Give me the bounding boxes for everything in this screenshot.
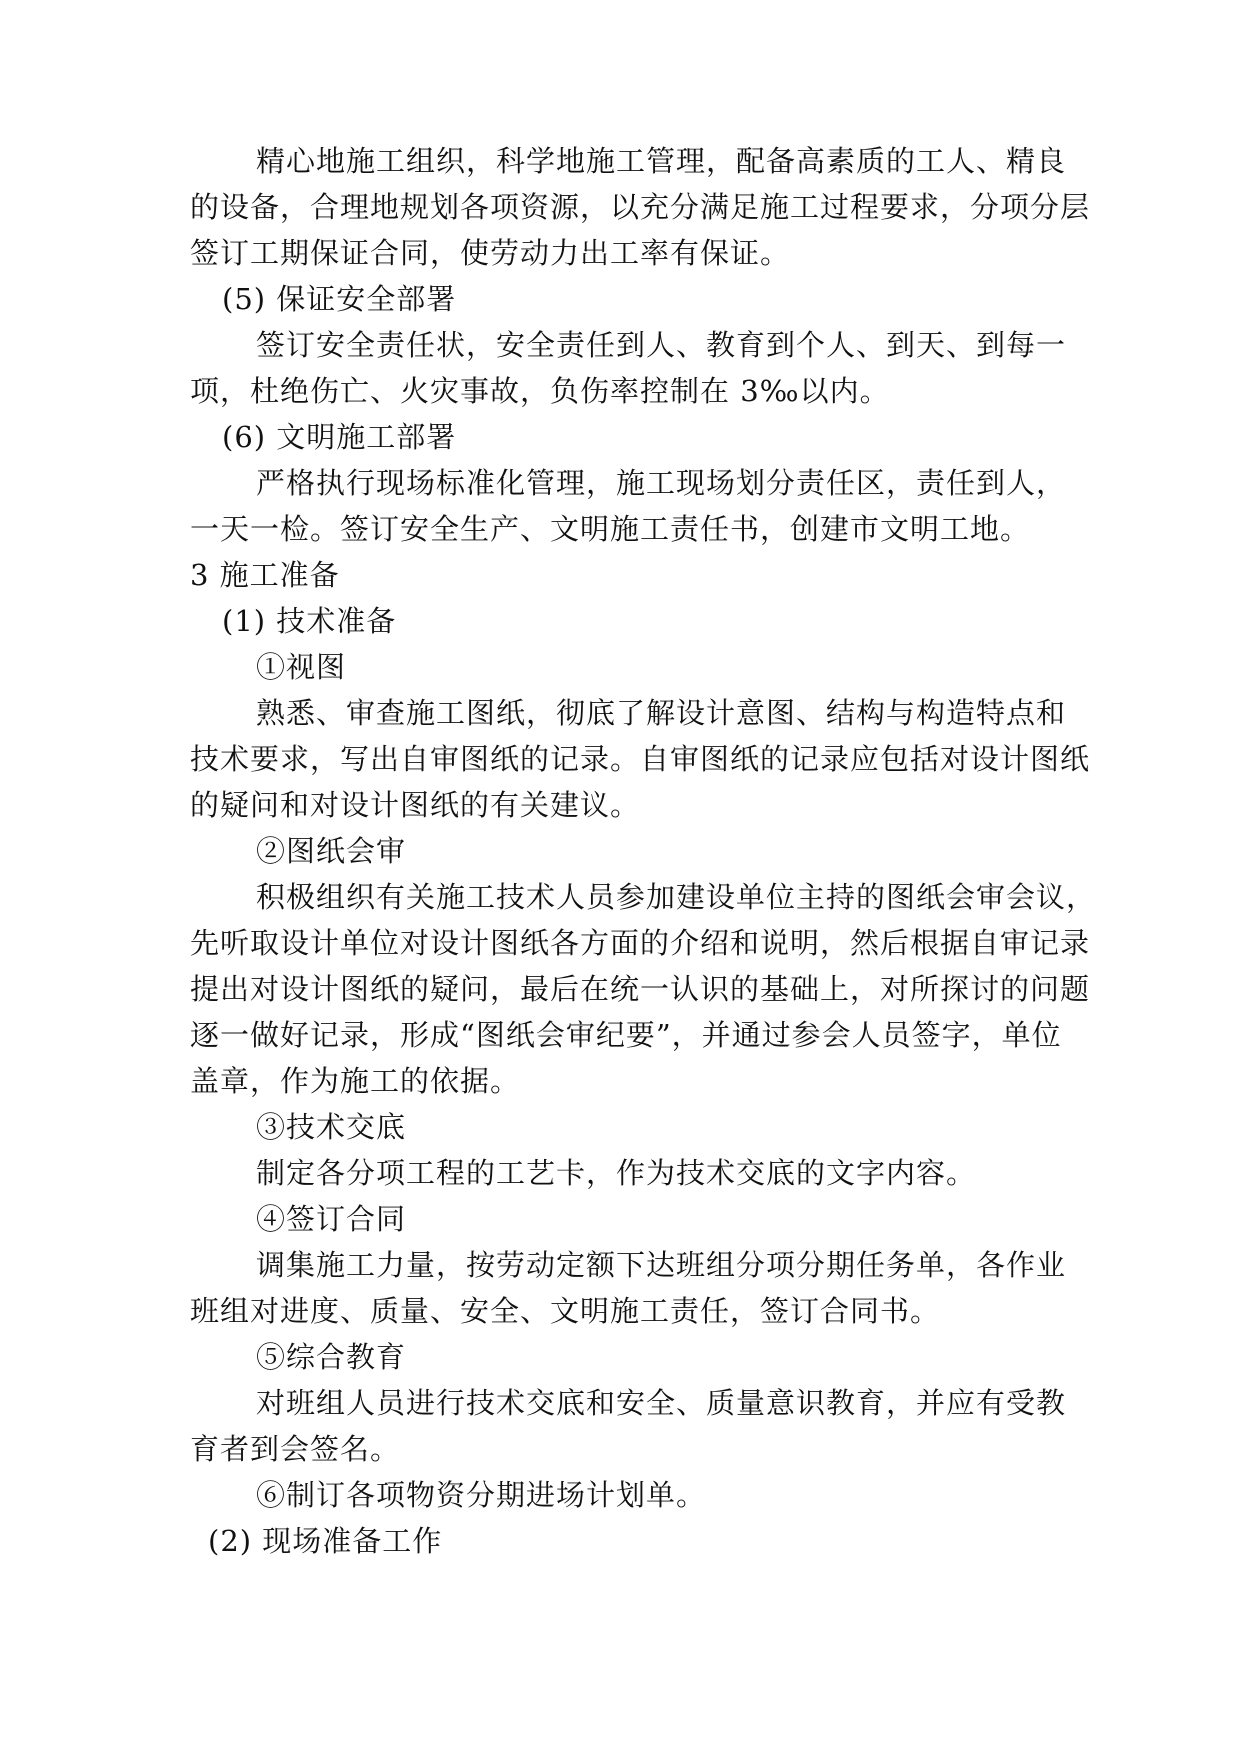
section-heading: (1) 技术准备 <box>222 604 397 638</box>
subsection-heading: ⑥制订各项物资分期进场计划单。 <box>256 1478 707 1512</box>
subsection-heading: ⑤综合教育 <box>256 1340 407 1374</box>
paragraph-line: 严格执行现场标准化管理，施工现场划分责任区，责任到人， <box>256 466 1067 500</box>
paragraph-line: 先听取设计单位对设计图纸各方面的介绍和说明，然后根据自审记录 <box>190 926 1091 960</box>
paragraph-line: 签订工期保证合同，使劳动力出工率有保证。 <box>190 236 791 270</box>
paragraph-line: 签订安全责任状，安全责任到人、教育到个人、到天、到每一 <box>256 328 1067 362</box>
subsection-heading: ③技术交底 <box>256 1110 407 1144</box>
paragraph-line: 熟悉、审查施工图纸，彻底了解设计意图、结构与构造特点和 <box>256 696 1067 730</box>
paragraph-line: 的设备，合理地规划各项资源，以充分满足施工过程要求，分项分层 <box>190 190 1091 224</box>
paragraph-line: 项，杜绝伤亡、火灾事故，负伤率控制在 3‰以内。 <box>190 374 890 408</box>
paragraph-line: 一天一检。签订安全生产、文明施工责任书，创建市文明工地。 <box>190 512 1031 546</box>
paragraph-line: 制定各分项工程的工艺卡，作为技术交底的文字内容。 <box>256 1156 977 1190</box>
paragraph-line: 积极组织有关施工技术人员参加建设单位主持的图纸会审会议， <box>256 880 1097 914</box>
section-heading: (6) 文明施工部署 <box>222 420 457 454</box>
section-heading: (2) 现场准备工作 <box>208 1524 443 1558</box>
subsection-heading: ②图纸会审 <box>256 834 407 868</box>
paragraph-line: 的疑问和对设计图纸的有关建议。 <box>190 788 641 822</box>
paragraph-line: 精心地施工组织，科学地施工管理，配备高素质的工人、精良 <box>256 144 1067 178</box>
subsection-heading: ①视图 <box>256 650 347 684</box>
paragraph-line: 调集施工力量，按劳动定额下达班组分项分期任务单，各作业 <box>256 1248 1067 1282</box>
section-heading: (5) 保证安全部署 <box>222 282 457 316</box>
paragraph-line: 盖章，作为施工的依据。 <box>190 1064 521 1098</box>
subsection-heading: ④签订合同 <box>256 1202 407 1236</box>
paragraph-line: 班组对进度、质量、安全、文明施工责任，签订合同书。 <box>190 1294 941 1328</box>
paragraph-line: 对班组人员进行技术交底和安全、质量意识教育，并应有受教 <box>256 1386 1067 1420</box>
paragraph-line: 提出对设计图纸的疑问，最后在统一认识的基础上，对所探讨的问题 <box>190 972 1091 1006</box>
paragraph-line: 逐一做好记录，形成“图纸会审纪要”，并通过参会人员签字，单位 <box>190 1018 1062 1052</box>
paragraph-line: 育者到会签名。 <box>190 1432 401 1466</box>
chapter-heading: 3 施工准备 <box>190 558 340 592</box>
paragraph-line: 技术要求，写出自审图纸的记录。自审图纸的记录应包括对设计图纸 <box>190 742 1091 776</box>
